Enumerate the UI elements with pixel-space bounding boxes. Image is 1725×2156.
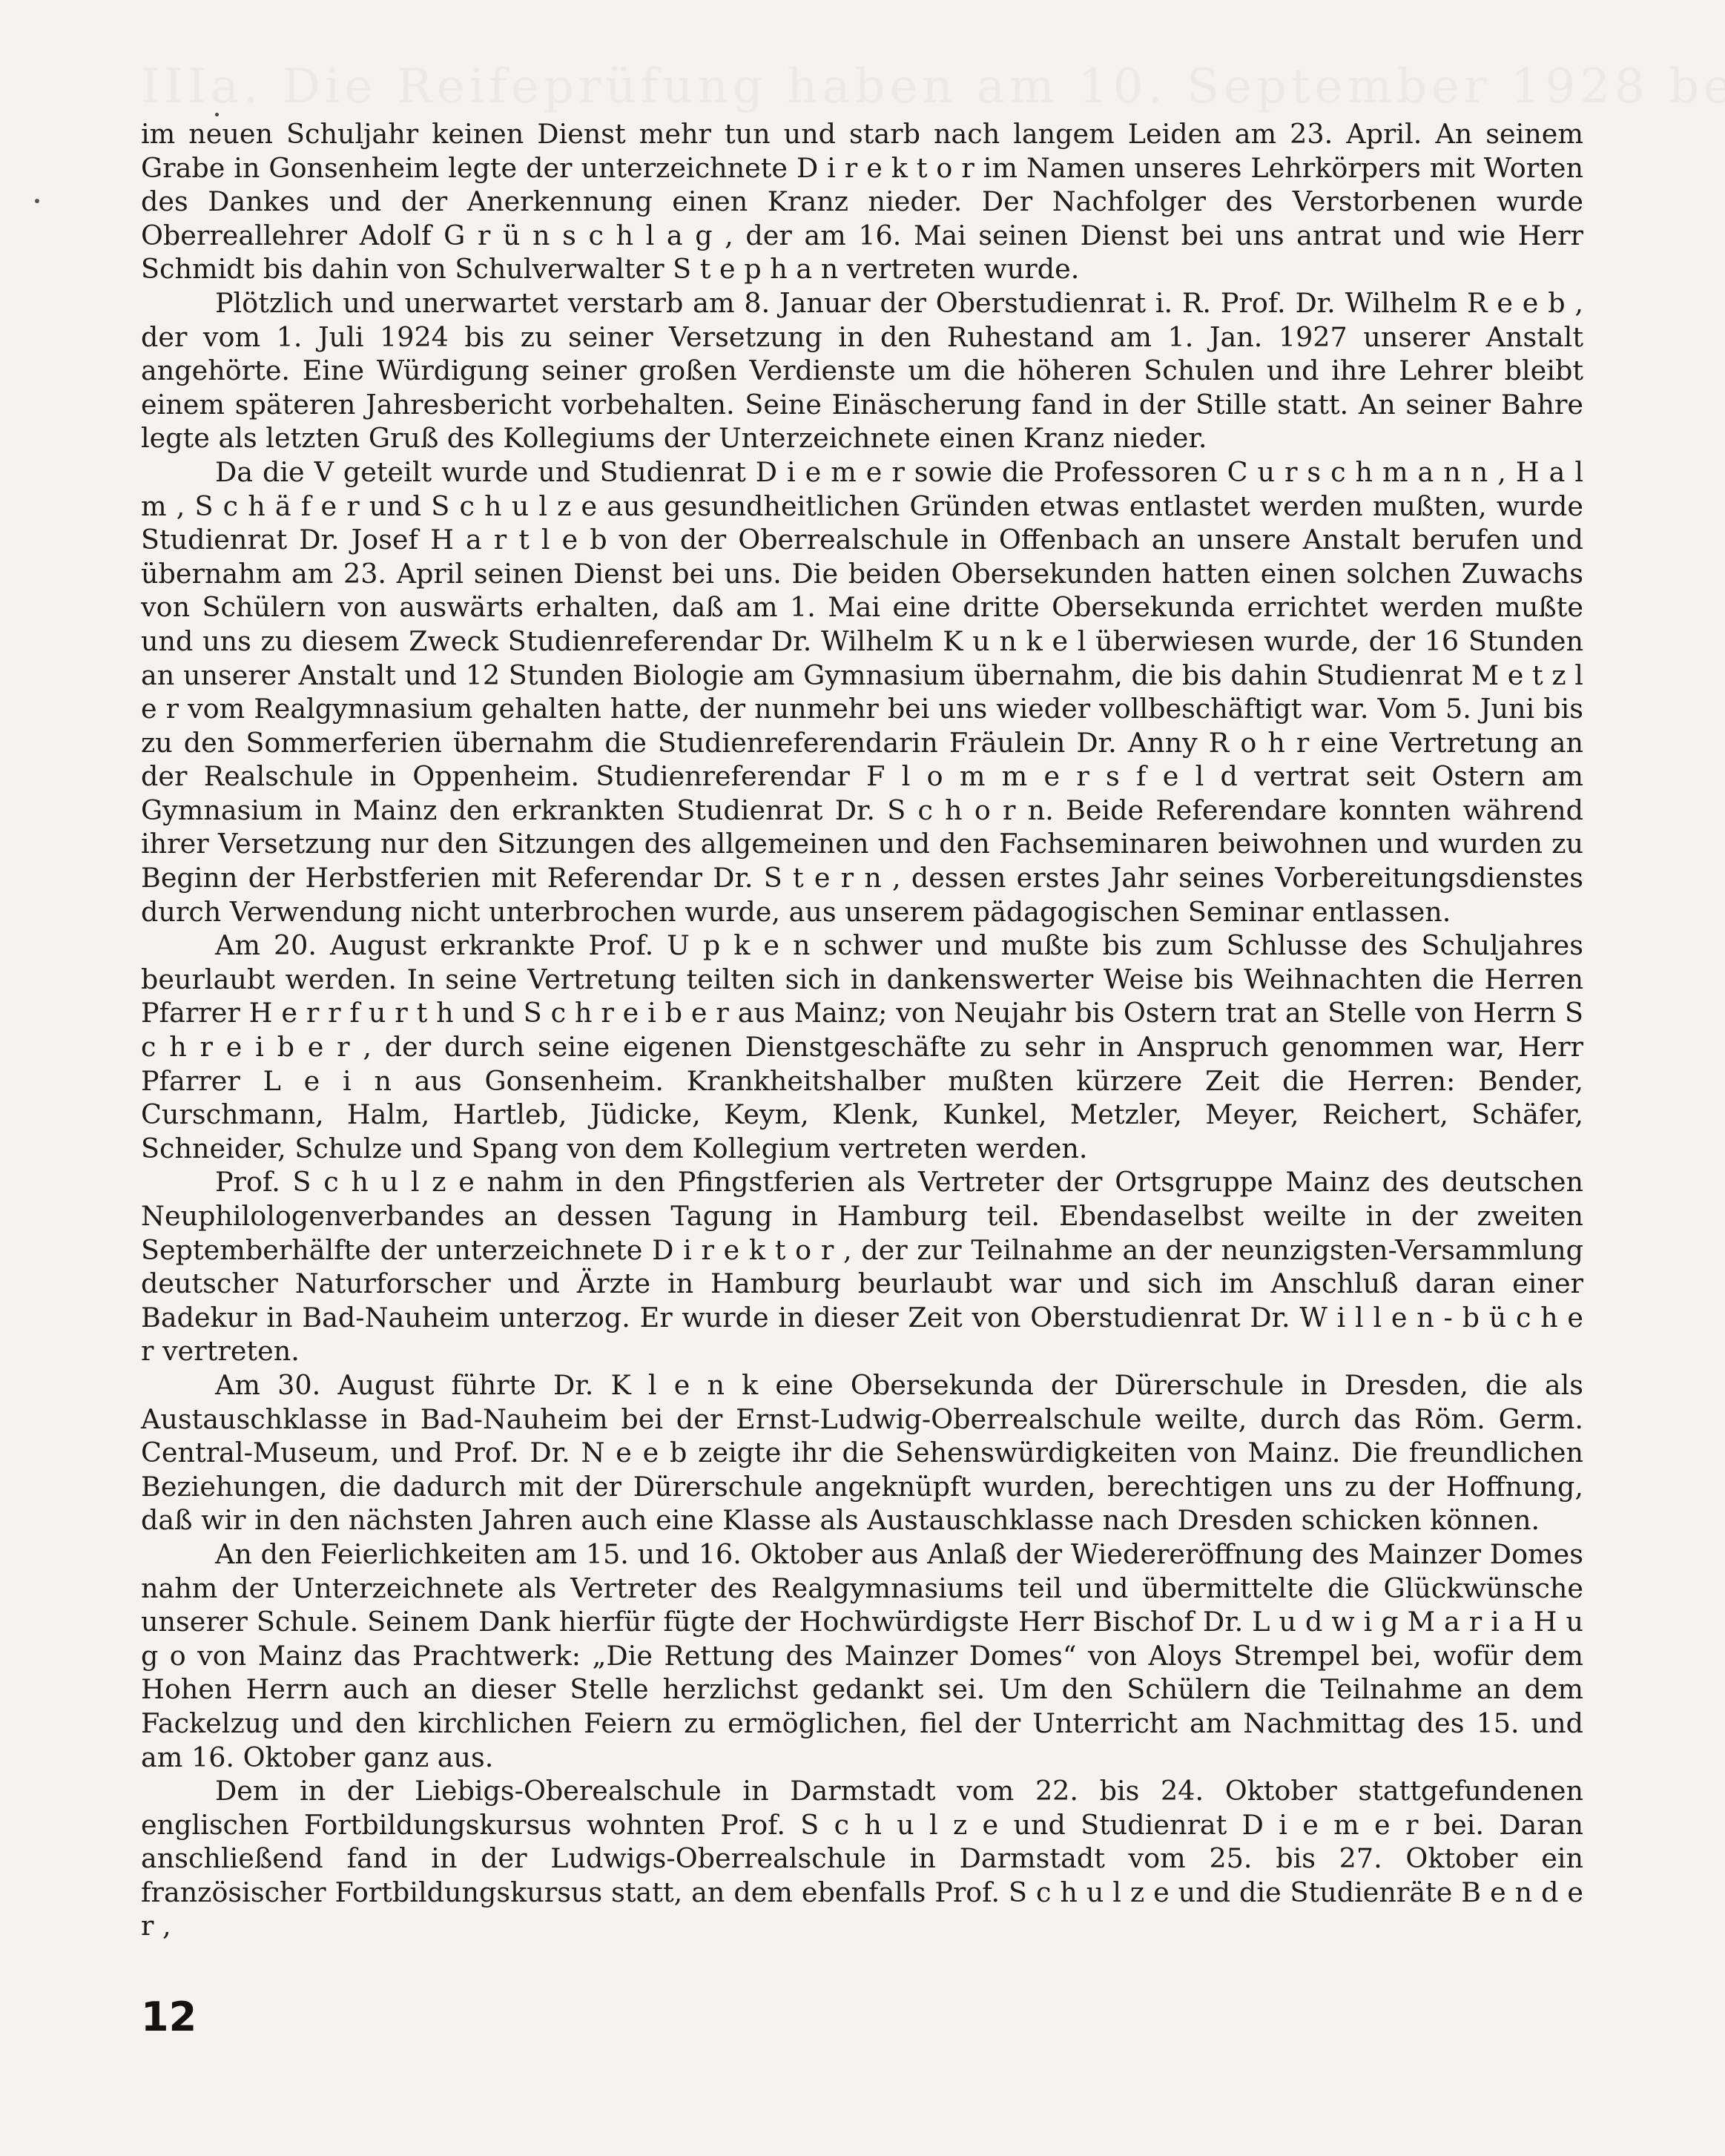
paragraph-upken: Am 20. August erkrankte Prof. U p k e n schwer und mußte bis zum Schlusse des Schuljahres beurlaubt werden. In seine Vertretung teilten sich in dankenswerter Weise bis Weihnachten die Herren Pfarrer H e r r f u r t h und S c h r e i b e r aus Mainz; von Neujahr bis Ostern trat an Stelle von Herrn S c h r e i b e r , der durch seine eigenen Dienstgeschäfte zu sehr in Anspruch genommen war, Herr Pfarrer L e i n aus Gonsenheim. Krankheitshalber mußten kürzere Zeit die Herren: Bender, Curschmann, Halm, Hartleb, Jüdicke, Keym, Klenk, Kunkel, Metzler, Meyer, Reichert, Schäfer, Schneider, Schulze und Spang von dem Kollegium vertreten werden. xyxy=(141,929,1583,1164)
page-number: 12 xyxy=(141,1994,197,2040)
paragraph-mainzer-dom: An den Feierlichkeiten am 15. und 16. Oktober aus Anlaß der Wiedereröffnung des Mainzer Domes nahm der Unterzeichnete als Vertreter des Realgymnasiums teil und übermittelte die Glückwünsche unserer Schule. Seinem Dank hierfür fügte der Hochwürdigste Herr Bischof Dr. L u d w i g M a r i a H u g o von Mainz das Prachtwerk: „Die Rettung des Mainzer Domes“ von Aloys Strempel bei, wofür dem Hohen Herrn auch an dieser Stelle herzlichst gedankt sei. Um den Schülern die Teilnahme an dem Fackelzug und den kirchlichen Feiern zu ermöglichen, fiel der Unterricht am Nachmittag des 15. und am 16. Oktober ganz aus. xyxy=(141,1537,1583,1773)
print-speck xyxy=(35,199,39,203)
paragraph-dresden: Am 30. August führte Dr. K l e n k eine Obersekunda der Dürerschule in Dresden, die als Austauschklasse in Bad-Nauheim bei der Ernst-Ludwig-Oberrealschule weilte, durch das Röm. Germ. Central-Museum, und Prof. Dr. N e e b zeigte ihr die Sehenswürdigkeiten von Mainz. Die freundlichen Beziehungen, die dadurch mit der Dürerschule angeknüpft wurden, berechtigen uns zu der Hoffnung, daß wir in den nächsten Jahren auch eine Klasse als Austauschklasse nach Dresden schicken können. xyxy=(141,1368,1583,1537)
paragraph-darmstadt: Dem in der Liebigs-Oberealschule in Darmstadt vom 22. bis 24. Oktober stattgefundenen englischen Fortbildungskursus wohnten Prof. S c h u l z e und Studienrat D i e m e r bei. Daran anschließend fand in der Ludwigs-Oberrealschule in Darmstadt vom 25. bis 27. Oktober ein französischer Fortbildungskursus statt, an dem ebenfalls Prof. S c h u l z e und die Studienräte B e n d e r , xyxy=(141,1775,1583,1942)
paragraph-reeb: Plötzlich und unerwartet verstarb am 8. Januar der Oberstudienrat i. R. Prof. Dr. Wilhelm R e e b , der vom 1. Juli 1924 bis zu seiner Versetzung in den Ruhestand am 1. Jan. 1927 unserer Anstalt angehörte. Eine Würdigung seiner großen Verdienste um die höheren Schulen und ihre Lehrer bleibt einem späteren Jahresbericht vorbehalten. Seine Einäscherung fand in der Stille statt. An seiner Bahre legte als letzten Gruß des Kollegiums der Unterzeichnete einen Kranz nieder. xyxy=(141,286,1583,455)
print-speck xyxy=(215,113,219,116)
body-text xyxy=(141,117,1583,1943)
paragraph-hamburg: Prof. S c h u l z e nahm in den Pfingstferien als Vertreter der Ortsgruppe Mainz des deutschen Neuphilologenverbandes an dessen Tagung in Hamburg teil. Ebendaselbst weilte in der zweiten Septemberhälfte der unterzeichnete D i r e k t o r , der zur Teilnahme an der neunzigsten-Versammlung deutscher Naturforscher und Ärzte in Hamburg beurlaubt war und sich im Anschluß daran einer Badekur in Bad-Nauheim unterzog. Er wurde in dieser Zeit von Oberstudienrat Dr. W i l l e n - b ü c h e r vertreten. xyxy=(141,1166,1583,1368)
show-through-heading xyxy=(141,59,1725,114)
paragraph-continuation: im neuen Schuljahr keinen Dienst mehr tun und starb nach langem Leiden am 23. April. An seinem Grabe in Gonsenheim legte der unterzeichnete D i r e k t o r im Namen unseres Lehrkörpers mit Worten des Dankes und der Anerkennung einen Kranz nieder. Der Nachfolger des Verstorbenen wurde Oberreallehrer Adolf G r ü n s c h l a g , der am 16. Mai seinen Dienst bei uns antrat und wie Herr Schmidt bis dahin von Schulverwalter S t e p h a n vertreten wurde. xyxy=(141,118,1583,286)
paragraph-staff-changes: Da die V geteilt wurde und Studienrat D i e m e r sowie die Professoren C u r s c h m a n n , H a l m , S c h ä f e r und S c h u l z e aus gesundheitlichen Gründen etwas entlastet werden mußten, wurde Studienrat Dr. Josef H a r t l e b von der Oberrealschule in Offenbach an unsere Anstalt berufen und übernahm am 23. April seinen Dienst bei uns. Die beiden Obersekunden hatten einen solchen Zuwachs von Schülern von auswärts erhalten, daß am 1. Mai eine dritte Obersekunda errichtet werden mußte und uns zu diesem Zweck Studienreferendar Dr. Wilhelm K u n k e l überwiesen wurde, der 16 Stunden an unserer Anstalt und 12 Stunden Biologie am Gymnasium übernahm, die bis dahin Studienrat M e t z l e r vom Realgymnasium gehalten hatte, der nunmehr bei uns wieder vollbeschäftigt war. Vom 5. Juni bis zu den Sommerferien übernahm die Studienreferendarin Fräulein Dr. Anny R o h r eine Vertretung an der Realschule in Oppenheim. Studienreferendar F l o m m e r s f e l d vertrat seit Ostern am Gymnasium in Mainz den erkrankten Studienrat Dr. S c h o r n. Beide Referendare konnten während ihrer Versetzung nur den Sitzungen des allgemeinen und den Fachseminaren beiwohnen und wurden zu Beginn der Herbstferien mit Referendar Dr. S t e r n , dessen erstes Jahr seines Vorbereitungsdienstes durch Verwendung nicht unterbrochen wurde, aus unserem pädagogischen Seminar entlassen. xyxy=(141,455,1583,928)
